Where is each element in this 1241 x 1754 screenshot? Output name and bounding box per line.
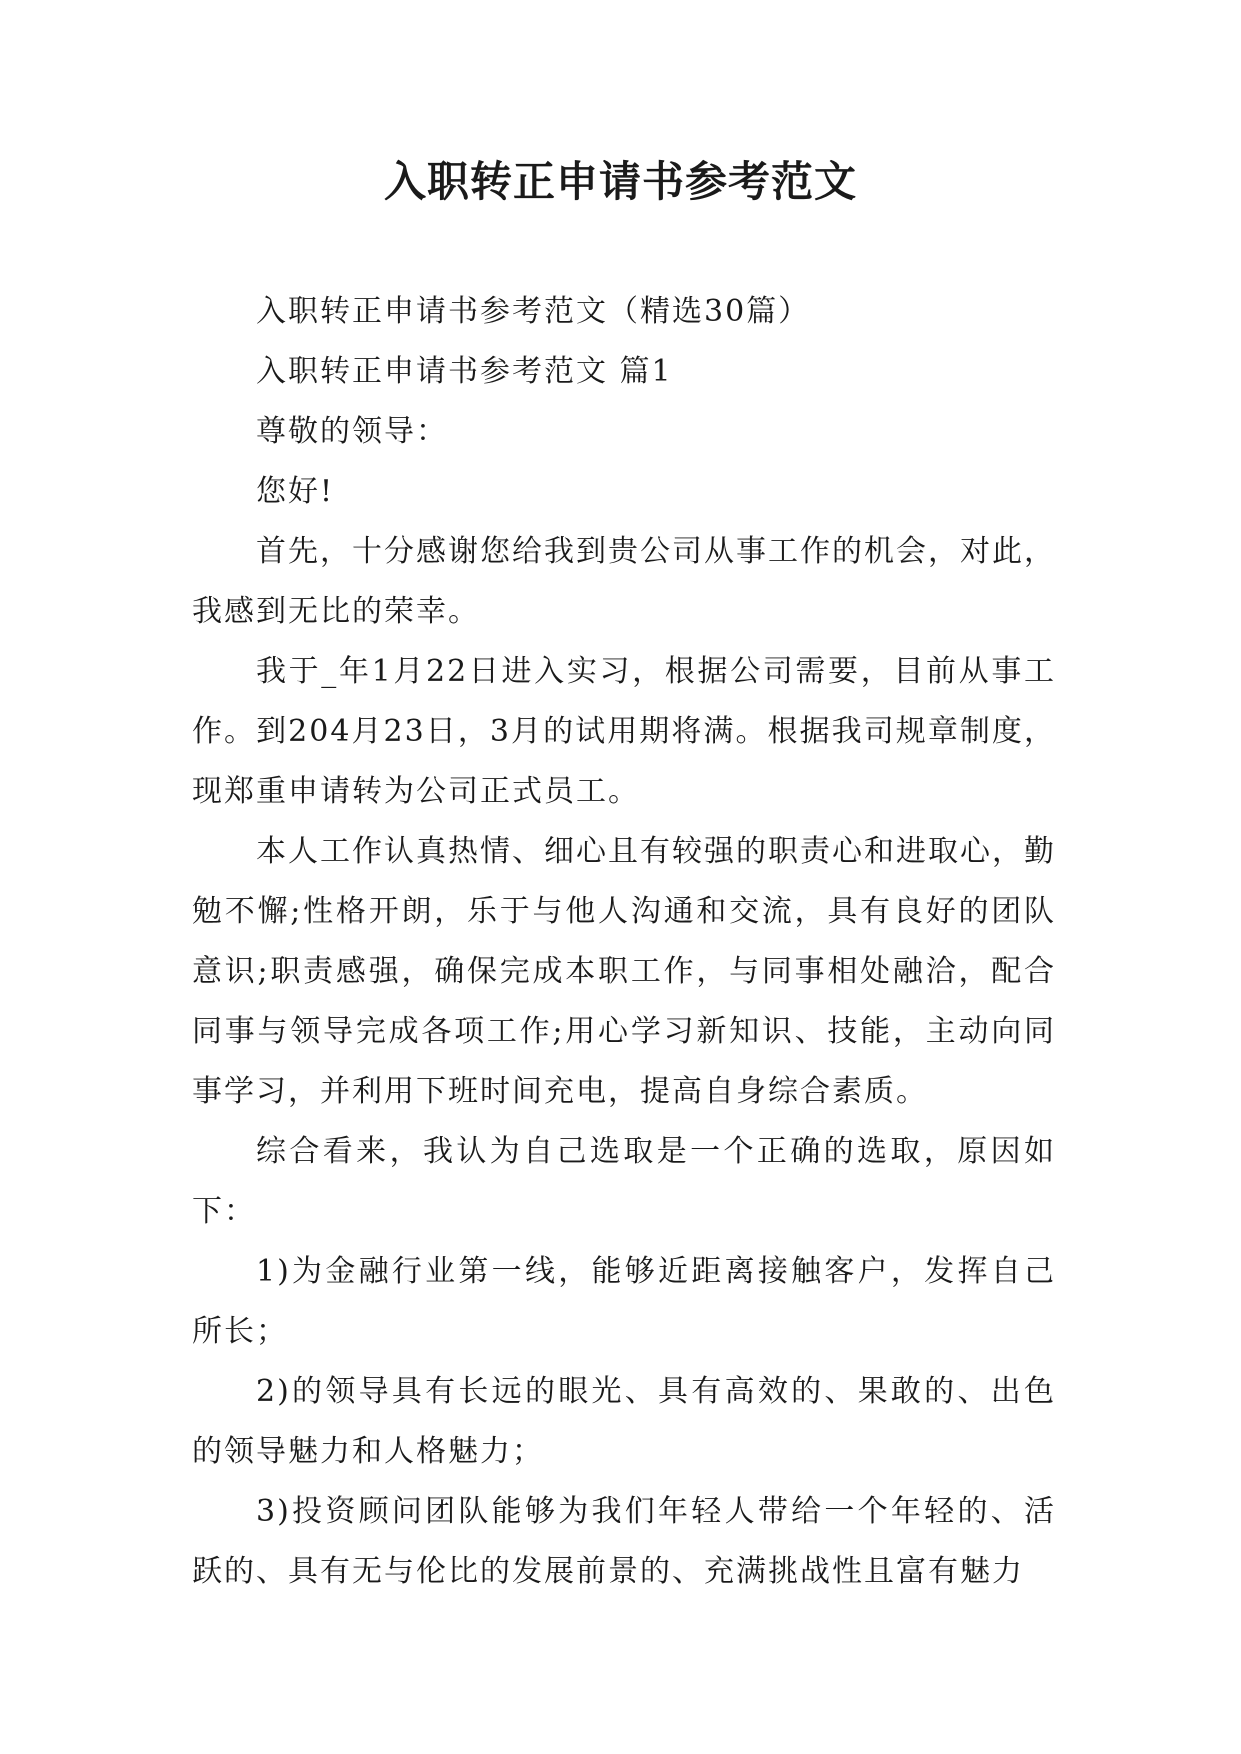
paragraph-section-heading: 入职转正申请书参考范文 篇1 (256, 354, 673, 389)
paragraph-salutation: 尊敬的领导： (256, 414, 448, 449)
paragraph-body: 本人工作认真热情、细心且有较强的职责心和进取心，勤勉不懈;性格开朗，乐于与他人沟通和交流，具有良好的团队意识;职责感强，确保完成本职工作，与同事相处融洽，配合同事与领导完成各项工作;用心学习新知识、技能，主动向同事学习，并利用下班时间充电，提高自身综合素质。 (192, 834, 1056, 1109)
paragraph-list-item: 1)为金融行业第一线，能够近距离接触客户，发挥自己所长； (192, 1254, 1056, 1349)
paragraph-list-item: 3)投资顾问团队能够为我们年轻人带给一个年轻的、活跃的、具有无与伦比的发展前景的、充满挑战性且富有魅力 (192, 1494, 1056, 1589)
document-body (192, 282, 1056, 1602)
paragraph-body: 综合看来，我认为自己选取是一个正确的选取，原因如下： (192, 1134, 1056, 1229)
paragraph-body: 首先，十分感谢您给我到贵公司从事工作的机会，对此，我感到无比的荣幸。 (192, 534, 1056, 629)
paragraph-subtitle: 入职转正申请书参考范文（精选30篇） (256, 294, 811, 329)
document-title: 入职转正申请书参考范文 (383, 157, 857, 206)
paragraph-greeting: 您好! (256, 474, 335, 509)
paragraph-list-item: 2)的领导具有长远的眼光、具有高效的、果敢的、出色的领导魅力和人格魅力； (192, 1374, 1056, 1469)
paragraph-body: 我于_年1月22日进入实习，根据公司需要，目前从事工作。到204月23日，3月的试用期将满。根据我司规章制度，现郑重申请转为公司正式员工。 (192, 654, 1056, 809)
